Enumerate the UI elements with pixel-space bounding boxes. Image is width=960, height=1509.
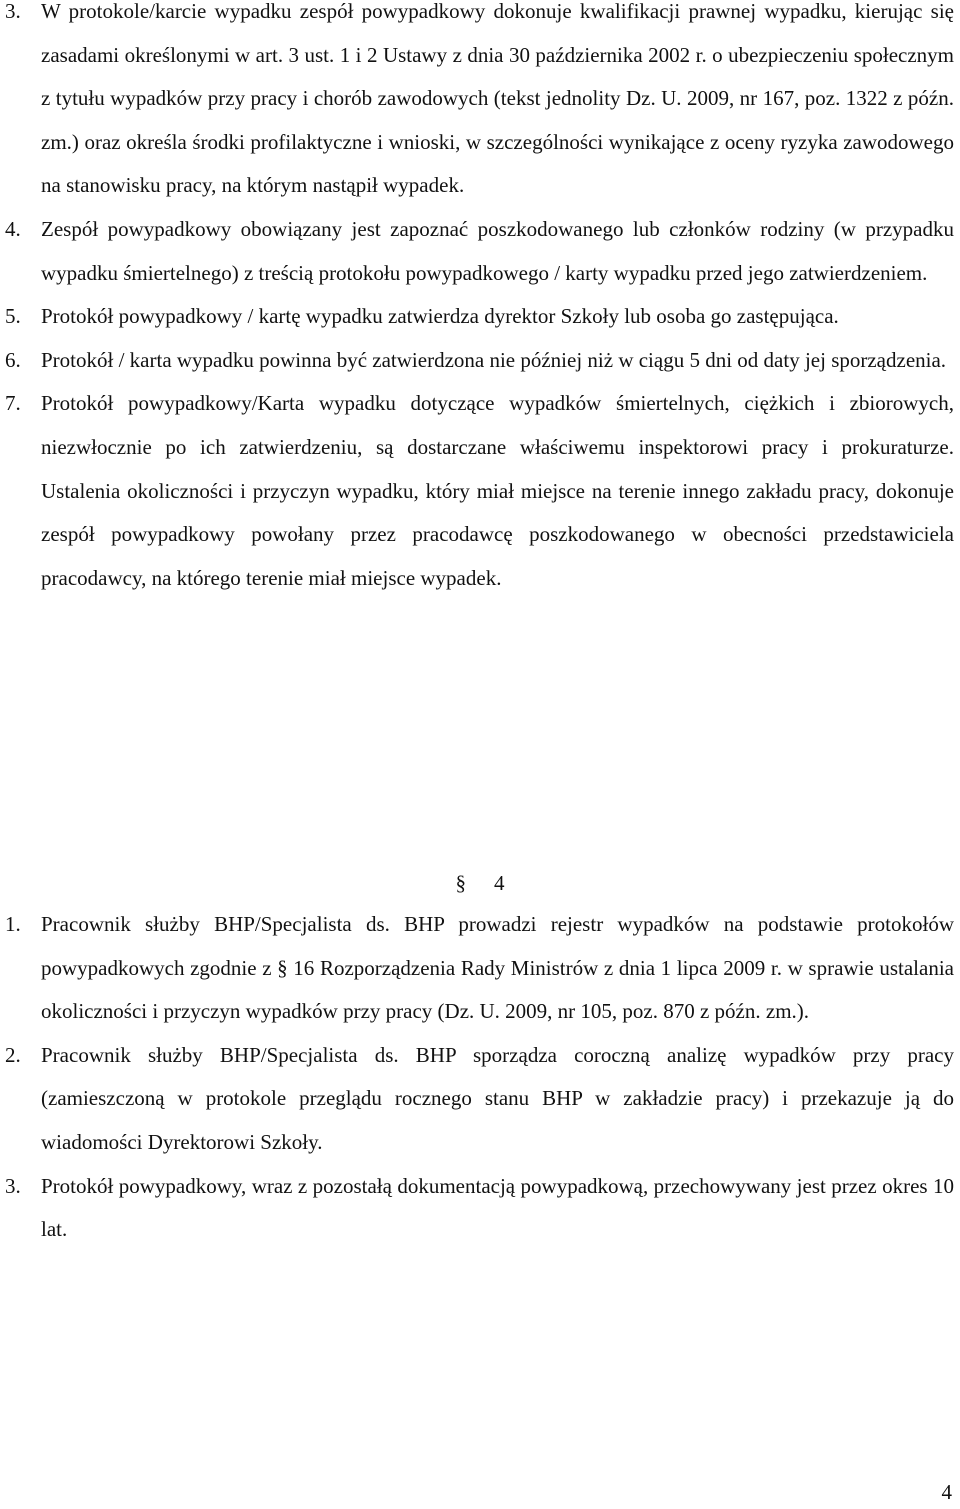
item-text: Zespół powypadkowy obowiązany jest zapoznać poszkodowanego lub członków rodziny (w przypadku wypadku śmiertelnego) z treścią protokołu powypadkowego / karty wypadku przed jego zatwierdzeniem. [41, 216, 954, 285]
item-text: Protokół powypadkowy, wraz z pozostałą dokumentacją powypadkową, przechowywany jest przez okres 10 lat. [41, 1173, 954, 1242]
list-item [0, 0, 960, 208]
list-item [0, 1034, 960, 1165]
numbered-list-top [0, 0, 960, 600]
item-text: Protokół powypadkowy / kartę wypadku zatwierdza dyrektor Szkoły lub osoba go zastępująca. [41, 304, 839, 329]
item-number: 7. [5, 391, 21, 416]
item-number: 6. [5, 347, 21, 372]
item-number: 5. [5, 304, 21, 329]
item-number: 4. [5, 216, 21, 241]
item-text: Protokół / karta wypadku powinna być zatwierdzona nie później niż w ciągu 5 dni od daty jej sporządzenia. [41, 347, 947, 372]
list-item [0, 295, 960, 339]
section-heading [0, 866, 960, 900]
item-number: 3. [5, 1173, 21, 1198]
item-number: 3. [5, 0, 21, 23]
item-text: Pracownik służby BHP/Specjalista ds. BHP prowadzi rejestr wypadków na podstawie protokołów powypadkowych zgodnie z § 16 Rozporządzenia Rady Ministrów z dnia 1 lipca 2009 r. w sprawie ustalania okoliczności i przyczyn wypadków przy pracy (Dz. U. 2009, nr 105, poz. 870 z późn. zm.). [41, 912, 954, 1024]
numbered-list-bottom [0, 903, 960, 1252]
item-text: Pracownik służby BHP/Specjalista ds. BHP sporządza coroczną analizę wypadków przy pracy (zamieszczoną w protokole przeglądu rocznego stanu BHP w zakładzie pracy) i przekazuje ją do wiadomości Dyrektorowi Szkoły. [41, 1042, 954, 1154]
item-text: W protokole/karcie wypadku zespół powypadkowy dokonuje kwalifikacji prawnej wypadku, kierując się zasadami określonymi w art. 3 ust. 1 i 2 Ustawy z dnia 30 października 2002 r. o ubezpieczeniu społecznym z tytułu wypadków przy pracy i chorób zawodowych (tekst jednolity Dz. U. 2009, nr 167, poz. 1322 z późn. zm.) oraz określa środki profilaktyczne i wnioski, w szczególności wynikające z oceny ryzyka zawodowego na stanowisku pracy, na którym nastąpił wypadek. [41, 0, 954, 198]
list-item [0, 208, 960, 295]
item-number: 1. [5, 912, 21, 936]
list-item [0, 382, 960, 600]
list-item [0, 339, 960, 383]
list-item [0, 903, 960, 1034]
item-number: 2. [5, 1042, 21, 1067]
list-item [0, 1165, 960, 1252]
section-number: 4 [494, 871, 505, 895]
page-number: 4 [941, 1480, 952, 1504]
item-text: Protokół powypadkowy/Karta wypadku dotyczące wypadków śmiertelnych, ciężkich i zbiorowych, niezwłocznie po ich zatwierdzeniu, są dostarczane właściwemu inspektorowi pracy i prokuraturze. Ustalenia okoliczności i przyczyn wypadku, który miał miejsce na terenie innego zakładu pracy, dokonuje zespół powypadkowy powołany przez pracodawcę poszkodowanego w obecności przedstawiciela pracodawcy, na którego terenie miał miejsce wypadek. [41, 391, 954, 590]
section-symbol: § [455, 871, 466, 895]
